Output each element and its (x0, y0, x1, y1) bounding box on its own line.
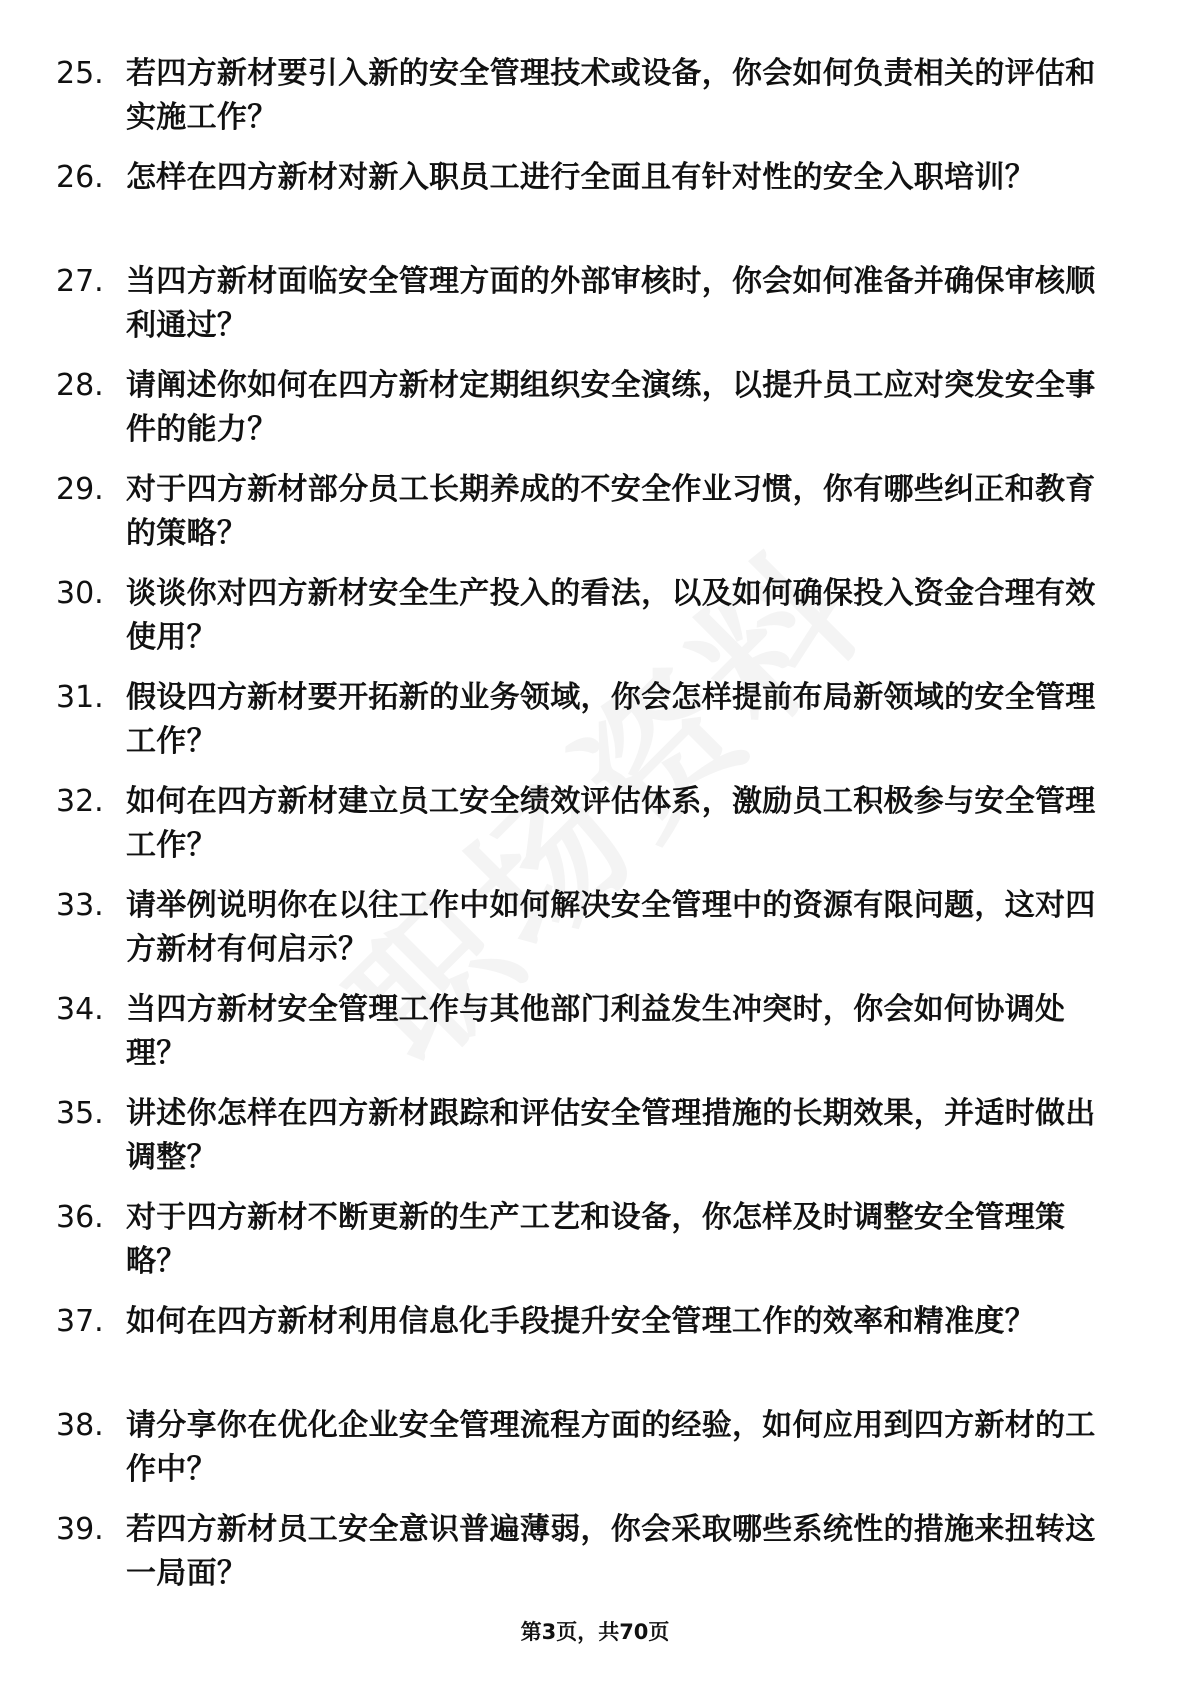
question-text: 若四方新材员工安全意识普遍薄弱，你会采取哪些系统性的措施来扭转这一局面？ (126, 1512, 1096, 1591)
question-number: 36. (56, 1200, 104, 1235)
question-text: 请举例说明你在以往工作中如何解决安全管理中的资源有限问题，这对四方新材有何启示？ (126, 888, 1096, 967)
question-text: 当四方新材面临安全管理方面的外部审核时，你会如何准备并确保审核顺利通过？ (126, 264, 1096, 343)
list-item (0, 156, 1190, 260)
question-text: 若四方新材要引入新的安全管理技术或设备，你会如何负责相关的评估和实施工作？ (126, 56, 1096, 135)
question-number: 30. (56, 576, 104, 611)
question-number: 28. (56, 368, 104, 403)
question-number: 38. (56, 1408, 104, 1443)
list-item (0, 1092, 1190, 1196)
page-number-label: 第3页，共70页 (520, 1620, 670, 1644)
list-item (0, 1508, 1190, 1612)
list-item (0, 364, 1190, 468)
question-list (0, 52, 1190, 1612)
question-number: 31. (56, 680, 104, 715)
list-item (0, 1196, 1190, 1300)
question-text: 讲述你怎样在四方新材跟踪和评估安全管理措施的长期效果，并适时做出调整？ (126, 1096, 1096, 1175)
list-item (0, 260, 1190, 364)
list-item (0, 884, 1190, 988)
question-number: 34. (56, 992, 104, 1027)
question-text: 对于四方新材不断更新的生产工艺和设备，你怎样及时调整安全管理策略？ (126, 1200, 1066, 1279)
question-text: 对于四方新材部分员工长期养成的不安全作业习惯，你有哪些纠正和教育的策略？ (126, 472, 1096, 551)
question-text: 请分享你在优化企业安全管理流程方面的经验，如何应用到四方新材的工作中？ (126, 1408, 1096, 1487)
question-number: 29. (56, 472, 104, 507)
page-footer (0, 1616, 1190, 1646)
question-text: 谈谈你对四方新材安全生产投入的看法，以及如何确保投入资金合理有效使用？ (126, 576, 1096, 655)
list-item (0, 988, 1190, 1092)
question-number: 25. (56, 56, 104, 91)
question-number: 33. (56, 888, 104, 923)
list-item (0, 52, 1190, 156)
list-item (0, 1404, 1190, 1508)
question-number: 26. (56, 160, 104, 195)
list-item (0, 780, 1190, 884)
question-number: 35. (56, 1096, 104, 1131)
question-text: 当四方新材安全管理工作与其他部门利益发生冲突时，你会如何协调处理？ (126, 992, 1066, 1071)
question-text: 如何在四方新材利用信息化手段提升安全管理工作的效率和精准度？ (126, 1304, 1035, 1339)
question-number: 37. (56, 1304, 104, 1339)
question-number: 32. (56, 784, 104, 819)
question-text: 如何在四方新材建立员工安全绩效评估体系，激励员工积极参与安全管理工作？ (126, 784, 1096, 863)
question-text: 请阐述你如何在四方新材定期组织安全演练，以提升员工应对突发安全事件的能力？ (126, 368, 1096, 447)
question-text: 怎样在四方新材对新入职员工进行全面且有针对性的安全入职培训？ (126, 160, 1035, 195)
list-item (0, 676, 1190, 780)
question-text: 假设四方新材要开拓新的业务领域，你会怎样提前布局新领域的安全管理工作？ (126, 680, 1096, 759)
list-item (0, 468, 1190, 572)
question-number: 27. (56, 264, 104, 299)
list-item (0, 1300, 1190, 1404)
list-item (0, 572, 1190, 676)
question-number: 39. (56, 1512, 104, 1547)
